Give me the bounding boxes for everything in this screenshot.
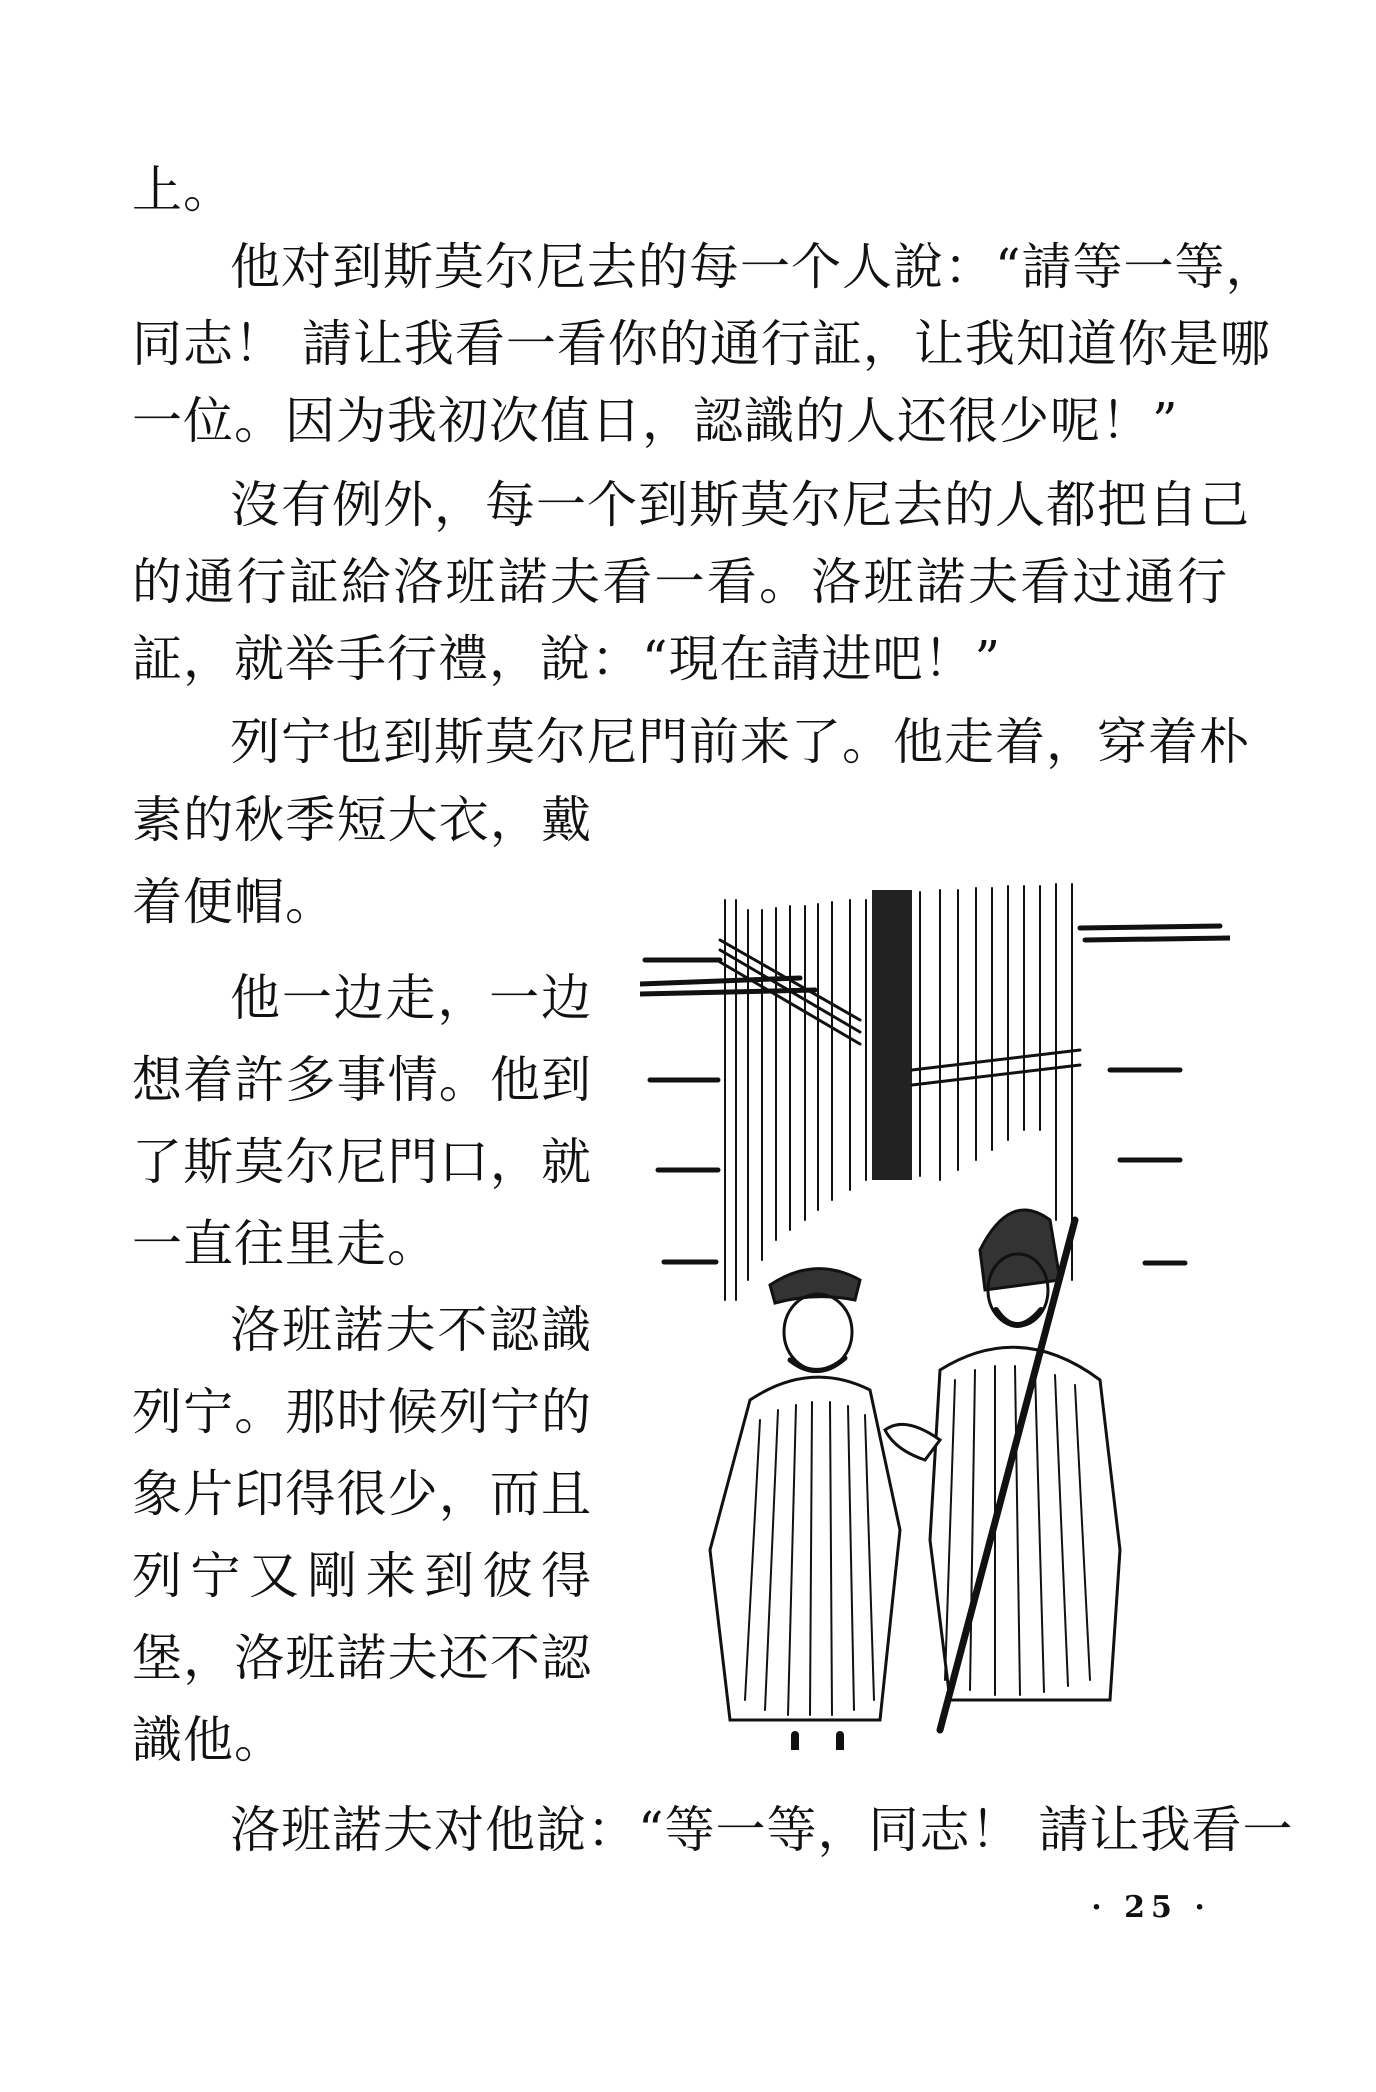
text-line-20: 識他。 bbox=[132, 1711, 285, 1769]
lenin-figure bbox=[710, 1269, 900, 1750]
text-line-8: 列宁也到斯莫尔尼門前来了。他走着，穿着朴 bbox=[230, 713, 1250, 771]
text-line-12: 想着許多事情。他到 bbox=[132, 1051, 592, 1109]
text-line-15: 洛班諾夫不認識 bbox=[230, 1301, 592, 1359]
page-number: · 25 · bbox=[1091, 1890, 1211, 1925]
cornice-left bbox=[640, 960, 815, 1262]
text-line-1: 上。 bbox=[132, 161, 234, 219]
text-line-19: 堡，洛班諾夫还不認 bbox=[132, 1629, 592, 1687]
outstretched-hand bbox=[885, 1424, 940, 1460]
cornice-right bbox=[1080, 926, 1230, 1263]
text-line-11: 他一边走，一边 bbox=[230, 969, 592, 1027]
text-line-14: 一直往里走。 bbox=[132, 1215, 438, 1273]
text-line-13: 了斯莫尔尼門口，就 bbox=[132, 1133, 592, 1191]
text-line-2: 他对到斯莫尔尼去的每一个人說：“請等一等， bbox=[230, 238, 1277, 296]
text-line-10: 着便帽。 bbox=[132, 873, 336, 931]
text-line-17: 象片印得很少，而且 bbox=[132, 1465, 592, 1523]
text-line-21: 洛班諾夫对他說：“等一等，同志！ 請让我看一 bbox=[230, 1801, 1294, 1859]
text-line-5: 沒有例外，每一个到斯莫尔尼去的人都把自己 bbox=[230, 476, 1250, 534]
text-line-6: 的通行証給洛班諾夫看一看。洛班諾夫看过通行 bbox=[132, 553, 1228, 611]
rifle bbox=[940, 1220, 1075, 1730]
text-line-16: 列宁。那时候列宁的 bbox=[132, 1383, 592, 1441]
dark-column bbox=[872, 890, 912, 1180]
text-line-18: 列宁又剛来到彼得 bbox=[132, 1547, 592, 1605]
text-line-9: 素的秋季短大衣，戴 bbox=[132, 791, 592, 849]
guard-figure bbox=[885, 1210, 1120, 1730]
text-line-3: 同志！ 請让我看一看你的通行証，让我知道你是哪 bbox=[132, 315, 1271, 373]
text-line-4: 一位。因为我初次值日，認識的人还很少呢！” bbox=[132, 392, 1179, 450]
text-line-7: 証，就举手行禮，說：“現在請进吧！” bbox=[132, 630, 1002, 688]
illustration-lenin-and-guard bbox=[640, 880, 1230, 1750]
